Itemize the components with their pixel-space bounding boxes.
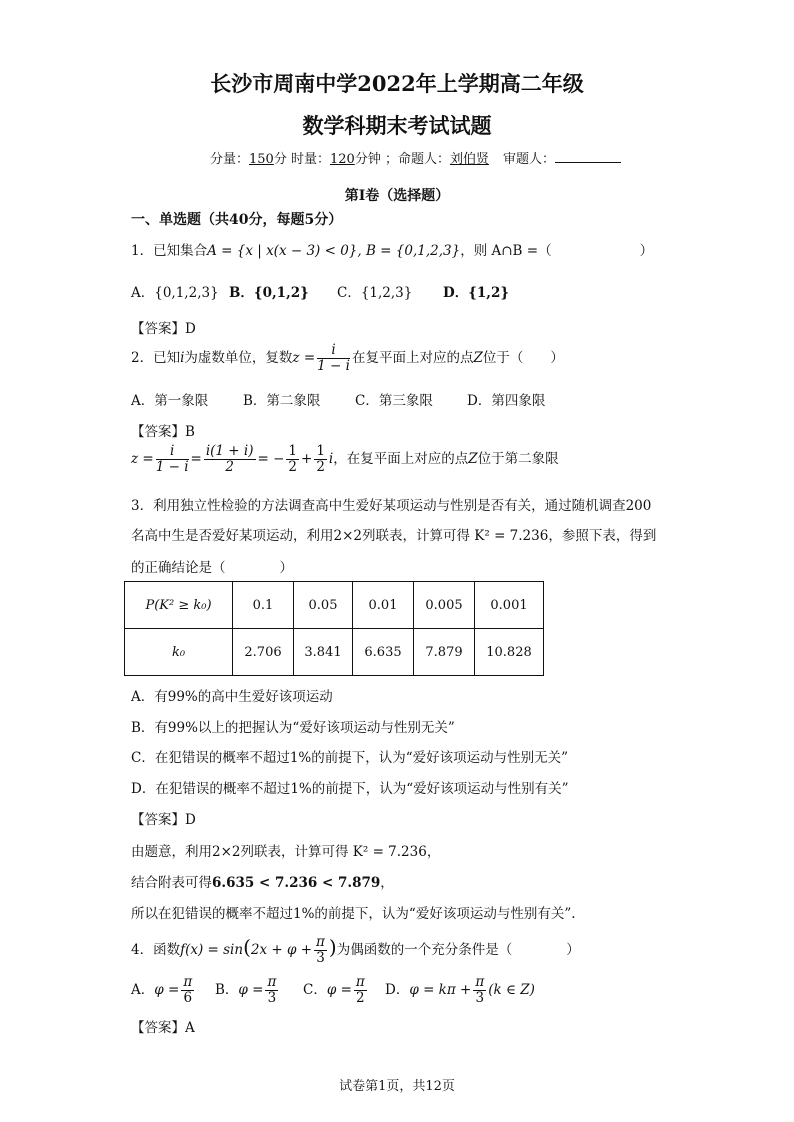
q4-option-b [215, 975, 303, 1006]
q2-sol-frac2-num: i(1 + i) [205, 443, 254, 459]
table-cell: 3.841 [294, 629, 353, 676]
q2-sol-frac4-num: 1 [316, 443, 325, 459]
school-title: 长沙市周南中学2022年上学期高二年级 [210, 71, 584, 96]
q1-option-c: C．{1,2,3} [337, 285, 413, 301]
q3-sol2-b: 6.635 < 7.236 < 7.879 [212, 875, 381, 891]
section-title: 一、单选题（共40分，每题5分） [131, 212, 343, 228]
q2-sol-frac2 [204, 444, 256, 475]
q1-stem-b: ，则 A∩B =（ [460, 243, 552, 259]
q4-option-a-num: π [183, 974, 193, 990]
q4-answer: 【答案】A [131, 1020, 195, 1036]
q1-option-b: B．{0,1,2} [229, 285, 309, 301]
time-unit: 分钟 ；命题人： [354, 152, 450, 167]
q4-paren-open: ( [243, 935, 251, 959]
table-row [125, 629, 544, 676]
q2-z: z = [292, 350, 316, 366]
q4-option-b-var: φ = [238, 982, 264, 998]
table-cell: 2.706 [233, 629, 294, 676]
q2-sol-frac1-num: i [156, 444, 189, 460]
q2-frac-num: i [317, 343, 350, 359]
q3-option-a: A．有99%的高中生爱好该项运动 [131, 689, 333, 705]
q4-options [131, 975, 535, 1006]
critical-value-table [124, 581, 544, 676]
q2-stem-b: 为虚数单位，复数 [184, 350, 293, 366]
q4-stem [131, 935, 580, 966]
table-cell: 6.635 [353, 629, 414, 676]
q3-line1: 3．利用独立性检验的方法调查高中生爱好某项运动与性别是否有关，通过随机调查200 [131, 498, 652, 514]
q4-option-b-num: π [267, 974, 277, 990]
q4-arg: 2x + φ + [250, 942, 313, 958]
q2-sol-point: Z [468, 451, 478, 467]
q1-sets: A = {x | x(x − 3) < 0}, B = {0,1,2,3} [207, 243, 461, 259]
q2-sol-frac4-den: 2 [316, 459, 325, 475]
q4-stem-b: 为偶函数的一个充分条件是（ ） [336, 942, 580, 958]
q4-option-c [303, 975, 385, 1006]
q3-answer: 【答案】D [131, 812, 196, 828]
q2-sol-z: z = [131, 451, 154, 467]
q2-stem-c: 在复平面上对应的点 [351, 350, 474, 366]
q4-option-b-frac [265, 975, 278, 1006]
q2-sol-plus: + [301, 451, 313, 467]
table-row [125, 582, 544, 629]
table-cell: 0.001 [475, 582, 544, 629]
q4-option-c-num: π [355, 974, 365, 990]
q4-option-a-frac [181, 975, 194, 1006]
part-title: 第I卷（选择题） [344, 188, 450, 204]
page-footer: 试卷第1页，共12页 [339, 1079, 455, 1094]
q4-option-c-label: C． [303, 982, 327, 998]
q4-option-a-den: 6 [183, 990, 193, 1006]
q4-option-c-frac [354, 975, 367, 1006]
q1-stem-a: 1．已知集合 [131, 243, 208, 259]
q2-sol-frac4 [314, 444, 327, 475]
q1-stem-c: ） [639, 243, 654, 259]
q4-option-b-den: 3 [267, 990, 277, 1006]
q2-sol-frac2-den: 2 [225, 459, 234, 475]
q4-option-a [131, 975, 215, 1006]
q2-sol-frac3 [286, 444, 299, 475]
q2-i: i [180, 350, 185, 366]
q2-stem [131, 343, 564, 374]
q4-option-d-tail: (k ∈ Z) [488, 982, 535, 998]
q2-frac-den: 1 − i [317, 358, 350, 374]
q4-option-d-var: φ = kπ + [409, 982, 472, 998]
q2-option-c: C．第三象限 [355, 393, 433, 409]
q4-option-d-label: D． [385, 982, 410, 998]
table-cell: 0.05 [294, 582, 353, 629]
q2-stem-a: 2．已知 [131, 350, 181, 366]
q4-stem-a: 4．函数 [131, 942, 181, 958]
q4-option-a-label: A． [131, 982, 155, 998]
q3-solution-2 [131, 871, 394, 891]
q2-sol-i: i [328, 451, 334, 467]
q2-sol-eq: = [190, 451, 202, 467]
q1-options [131, 281, 509, 301]
q2-option-b: B．第二象限 [243, 393, 321, 409]
score-label: 分量： [210, 152, 250, 167]
q4-arg-den: 3 [316, 950, 325, 966]
q1-option-a: A．{0,1,2,3} [131, 285, 219, 301]
q2-answer: 【答案】B [131, 424, 195, 440]
q4-func: f(x) = sin [180, 942, 244, 958]
q2-sol-text2: 位于第二象限 [477, 451, 559, 467]
q2-options [131, 389, 545, 409]
q3-option-c: C．在犯错误的概率不超过1%的前提下，认为“爱好该项运动与性别无关” [131, 750, 569, 766]
table-row-label: P(K² ≥ k₀) [125, 582, 233, 629]
time-value: 120 [329, 152, 355, 167]
table-cell: 10.828 [475, 629, 544, 676]
q2-sol-eq2: = − [257, 451, 285, 467]
q2-fraction [317, 343, 350, 374]
score-unit: 分 时量： [273, 152, 330, 167]
q3-option-b: B．有99%以上的把握认为“爱好该项运动与性别无关” [131, 720, 455, 736]
q3-sol2-a: 结合附表可得 [131, 875, 212, 891]
q3-option-d: D．在犯错误的概率不超过1%的前提下，认为“爱好该项运动与性别有关” [131, 781, 569, 797]
exam-title: 数学科期末考试试题 [302, 113, 492, 138]
table-cell: 0.01 [353, 582, 414, 629]
q3-sol2-c: ， [380, 875, 394, 891]
q4-arg-frac [314, 935, 327, 966]
q4-option-d-den: 3 [475, 990, 485, 1006]
q4-option-d-frac [473, 975, 486, 1006]
table-cell: 0.1 [233, 582, 294, 629]
q4-option-b-label: B． [215, 982, 239, 998]
table-cell: 0.005 [414, 582, 475, 629]
q4-option-c-den: 2 [356, 990, 365, 1006]
score-value: 150 [249, 152, 274, 167]
q4-option-c-var: φ = [326, 982, 352, 998]
q3-line3: 的正确结论是（ ） [131, 560, 293, 576]
q2-sol-text: ，在复平面上对应的点 [333, 451, 469, 467]
q4-arg-num: π [316, 934, 325, 950]
exam-meta [210, 148, 621, 167]
q2-sol-frac1 [156, 444, 189, 475]
q4-paren-close: ) [328, 935, 337, 959]
q3-line2: 名高中生是否爱好某项运动，利用2×2列联表，计算可得 K² = 7.236，参照下表，得到 [131, 528, 657, 544]
q2-sol-frac3-num: 1 [288, 443, 298, 459]
author-name: 刘伯贤 [449, 152, 489, 167]
reviewer-label: 审题人： [502, 152, 555, 167]
q4-option-d-num: π [475, 974, 485, 990]
q1-stem [131, 239, 653, 259]
q4-option-d [385, 975, 535, 1006]
q4-option-a-var: φ = [154, 982, 180, 998]
table-cell: 7.879 [414, 629, 475, 676]
q2-option-d: D．第四象限 [467, 393, 546, 409]
q1-option-d: D．{1,2} [443, 285, 510, 301]
reviewer-blank [555, 150, 621, 163]
q1-answer: 【答案】D [131, 321, 196, 337]
q2-sol-frac1-den: 1 − i [155, 459, 189, 475]
q2-option-a: A．第一象限 [131, 393, 209, 409]
q3-solution-1: 由题意，利用2×2列联表，计算可得 K² = 7.236， [131, 844, 441, 860]
q2-sol-frac3-den: 2 [288, 459, 298, 475]
q2-solution [131, 444, 559, 475]
q2-stem-d: 位于（ ） [482, 350, 564, 366]
q2-point: Z [473, 350, 483, 366]
table-row-label: k₀ [125, 629, 233, 676]
q3-solution-3: 所以在犯错误的概率不超过1%的前提下，认为“爱好该项运动与性别有关”. [131, 906, 576, 922]
